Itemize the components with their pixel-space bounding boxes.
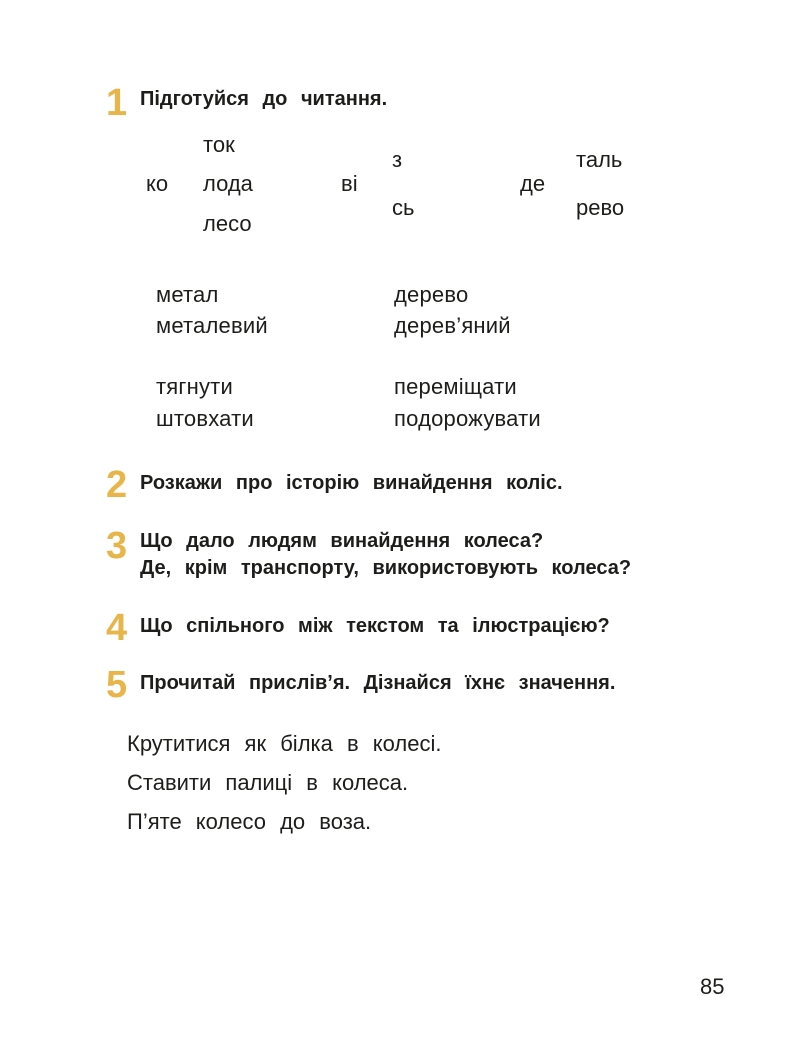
task-text-3-line-2: Де, крім транспорту, використовують колеса? xyxy=(140,557,632,579)
word: подорожувати xyxy=(394,406,541,431)
word: металевий xyxy=(156,313,268,338)
task-number-4: 4 xyxy=(106,607,128,649)
proverb: Ставити палиці в колеса. xyxy=(127,770,409,795)
word: метал xyxy=(156,282,219,307)
syllable-prefix-vi: ві xyxy=(341,171,358,196)
word: тягнути xyxy=(156,374,233,399)
syllable-ending: таль xyxy=(576,147,623,172)
task-number-2: 2 xyxy=(106,464,128,506)
word: дерево xyxy=(394,282,469,307)
task-text-4: Що спільного між текстом та ілюстрацією? xyxy=(140,615,610,637)
word: дерев’яний xyxy=(394,313,511,338)
syllable-ending: сь xyxy=(392,195,415,220)
task-text-3-line-1: Що дало людям винайдення колеса? xyxy=(140,530,544,552)
syllable-prefix-de: де xyxy=(520,171,546,196)
page-number: 85 xyxy=(700,974,725,999)
word: переміщати xyxy=(394,374,517,399)
proverb: Крутитися як білка в колесі. xyxy=(127,731,442,756)
task-number-3: 3 xyxy=(106,525,128,567)
syllable-ending: рево xyxy=(576,195,625,220)
task-text-2: Розкажи про історію винайдення коліс. xyxy=(140,472,563,494)
syllable-ending: лода xyxy=(203,171,253,196)
syllable-ending: з xyxy=(392,147,403,172)
syllable-ending: ток xyxy=(203,132,235,157)
word: штовхати xyxy=(156,406,254,431)
syllable-ending: лесо xyxy=(203,211,252,236)
syllable-prefix-ko: ко xyxy=(146,171,169,196)
task-number-5: 5 xyxy=(106,664,128,706)
task-number-1: 1 xyxy=(106,82,128,124)
task-text-1: Підготуйся до читання. xyxy=(140,88,388,110)
proverb: П’яте колесо до воза. xyxy=(127,809,372,834)
task-text-5: Прочитай прислів’я. Дізнайся їхнє значення. xyxy=(140,672,616,694)
